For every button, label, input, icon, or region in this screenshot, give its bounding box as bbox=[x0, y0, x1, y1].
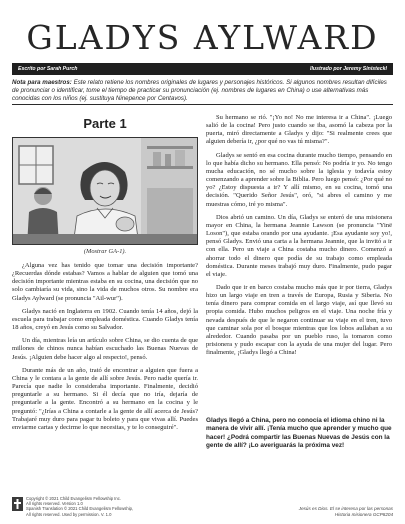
paragraph: Dios abrió un camino. Un día, Gladys se enteró de una misionera mayor en China, la hermana Jeannie Lawson (se pronuncia "Yinë Loson"), que estaba orando por una ayudante. ¡Esa ayudante soy yo!, pensó Gladys. Envió una carta a la hermana Jeannie, que la invitó a ir con ella. Pero un viaje a China costaba mucho dinero. Comenzó a ahorrar todo el dinero que podía de su trabajo como empleada doméstica. Durante meses trabajó muy duro. Finalmente, pudo pagar el viaje. bbox=[206, 213, 392, 278]
closing-questions: Gladys llegó a China, pero no conocía el idioma chino ni la manera de vivir allí. ¡Tenía mucho que aprender y mucho que hacer! ¿Podrá compartir las Buenas Nuevas de Jesús con la gente de allí? ¡Lo averiguarás la próxima vez! bbox=[206, 417, 392, 449]
paragraph: Su hermano se rió. "¡Yo no! No me interesa ir a China". ¡Luego salió de la cocina! Pero justo cuando se iba, asomó la cabeza por la puerta, miró directamente a Gladys y dijo: "Si realmente crees que alguien debería ir, ¿por qué no vas tú misma?". bbox=[206, 114, 392, 146]
copyright-line: All rights reserved. Used by permission. V. 1.0 bbox=[26, 511, 112, 517]
left-column bbox=[12, 262, 198, 437]
teacher-note-text: Este relato retiene los nombres originales de lugares y personajes históricos. Si algunos nombres resultan difíciles de pronunciar o identificar, tome el tiempo de practicar su pronunciación (ej. nombres de lugares en China) o use alternativas más conocidas con los niños (ej. sustituya Ninepence por Centavos). bbox=[12, 79, 387, 103]
byline-bar bbox=[12, 63, 393, 75]
illustrator-credit: Ilustrado por Jeremy Sinisteckl bbox=[310, 66, 387, 72]
paragraph: Gladys nació en Inglaterra en 1902. Cuando tenía 14 años, dejó la escuela para trabajar como empleada doméstica. Cuando Gladys tenía 18 años, creyó en Jesús como su Salvador. bbox=[12, 307, 198, 332]
paragraph: Durante más de un año, trató de encontrar a alguien que fuera a China y le contara a la gente de allí sobre Jesús. Pero nadie quería ir. Parecía que nadie lo consideraba importante. Finalmente, decidió preguntarle a su hermano. Si él decía que no iría, dejaría de preguntarle a la gente. Encontró a su hermano en la cocina y le preguntó: "¿Irías a China a contarle a la gente de allí acerca de Jesús? Trabajaré muy duro para pagar tu boleto y para que vivas allí. Puedes enviarme cartas y decirme lo que necesitas, y te lo conseguiré". bbox=[12, 366, 198, 431]
paragraph: Gladys se sentó en esa cocina durante mucho tiempo, pensando en lo que había dicho su hermano. Ella pensó: No podría ir yo. No tengo mucha educación, no sé mucho sobre la iglesia y todavía estoy comenzando a aprender sobre la Biblia. Pero luego pensó: ¿Por qué no yo? ¿Estoy dispuesta a ir? Y allí mismo, en su cocina, tomó una decisión. "Querido Señor Jesús", oró, "si abres el camino y me muestras cómo, iré yo misma". bbox=[206, 151, 392, 208]
right-column bbox=[206, 114, 392, 362]
illustration-caption: (Mostrar GA-1). bbox=[83, 248, 127, 255]
teacher-note-label: Nota para maestros: bbox=[12, 79, 72, 86]
series-info bbox=[206, 506, 393, 517]
copyright-line: All rights reserved. Version 1.0 bbox=[26, 501, 83, 507]
teacher-note bbox=[12, 79, 393, 103]
copyright-line: Copyright © 2021 Child Evangelism Fellowship Inc. bbox=[26, 496, 122, 501]
copyright bbox=[26, 496, 196, 517]
part-heading: Parte 1 bbox=[83, 116, 127, 131]
series-code: Historia misionera GCP8204 bbox=[334, 511, 393, 517]
copyright-line: Spanish Translation © 2021 Child Evangelism Fellowship, bbox=[26, 506, 134, 512]
series-line: Jesús es Dios. El se interesa por las personas bbox=[298, 506, 393, 511]
paragraph: ¿Alguna vez has tenido que tomar una decisión importante? ¿Recuerdas dónde estabas? Vamos a hablar de alguien que tomó una decisión importante mientras estaba en su cocina, una decisión que no solo cambiaría su vida, sino la vida de muchos otros. Su nombre era Gladys Aylward (se pronuncia "Ail-wur"). bbox=[12, 262, 198, 302]
paragraph: Dado que ir en barco costaba mucho más que ir por tierra, Gladys hizo un largo viaje en tren a través de Europa, Rusia y Siberia. No tenía dinero para comprar comida en el largo viaje, así que llevó su propia comida. Hubo muchos peligros en el viaje. Una noche fría y nevada después de que le negaron continuar su viaje en el tren, tuvo que caminar sola por el bosque mientras que los lobos aullaban a su alrededor. Cuando pasaba por un pueblo ruso, la tomaron como prisionera y pudo escapar con la ayuda de una mujer del lugar. Pero finalmente, ¡Gladys llegó a China! bbox=[206, 283, 392, 357]
author-credit: Escrito por Sarah Purch bbox=[18, 66, 78, 72]
cef-logo-icon bbox=[12, 497, 23, 511]
divider bbox=[12, 104, 393, 105]
page-title: GLADYS AYLWARD bbox=[26, 18, 379, 57]
paragraph: Un día, mientras leía un artículo sobre China, se dio cuenta de que millones de chinos nunca habían escuchado las Buenas Nuevas de Jesús. ¡Alguien debe hacer algo al respecto!, pensó. bbox=[12, 337, 198, 361]
story-illustration bbox=[12, 137, 198, 245]
